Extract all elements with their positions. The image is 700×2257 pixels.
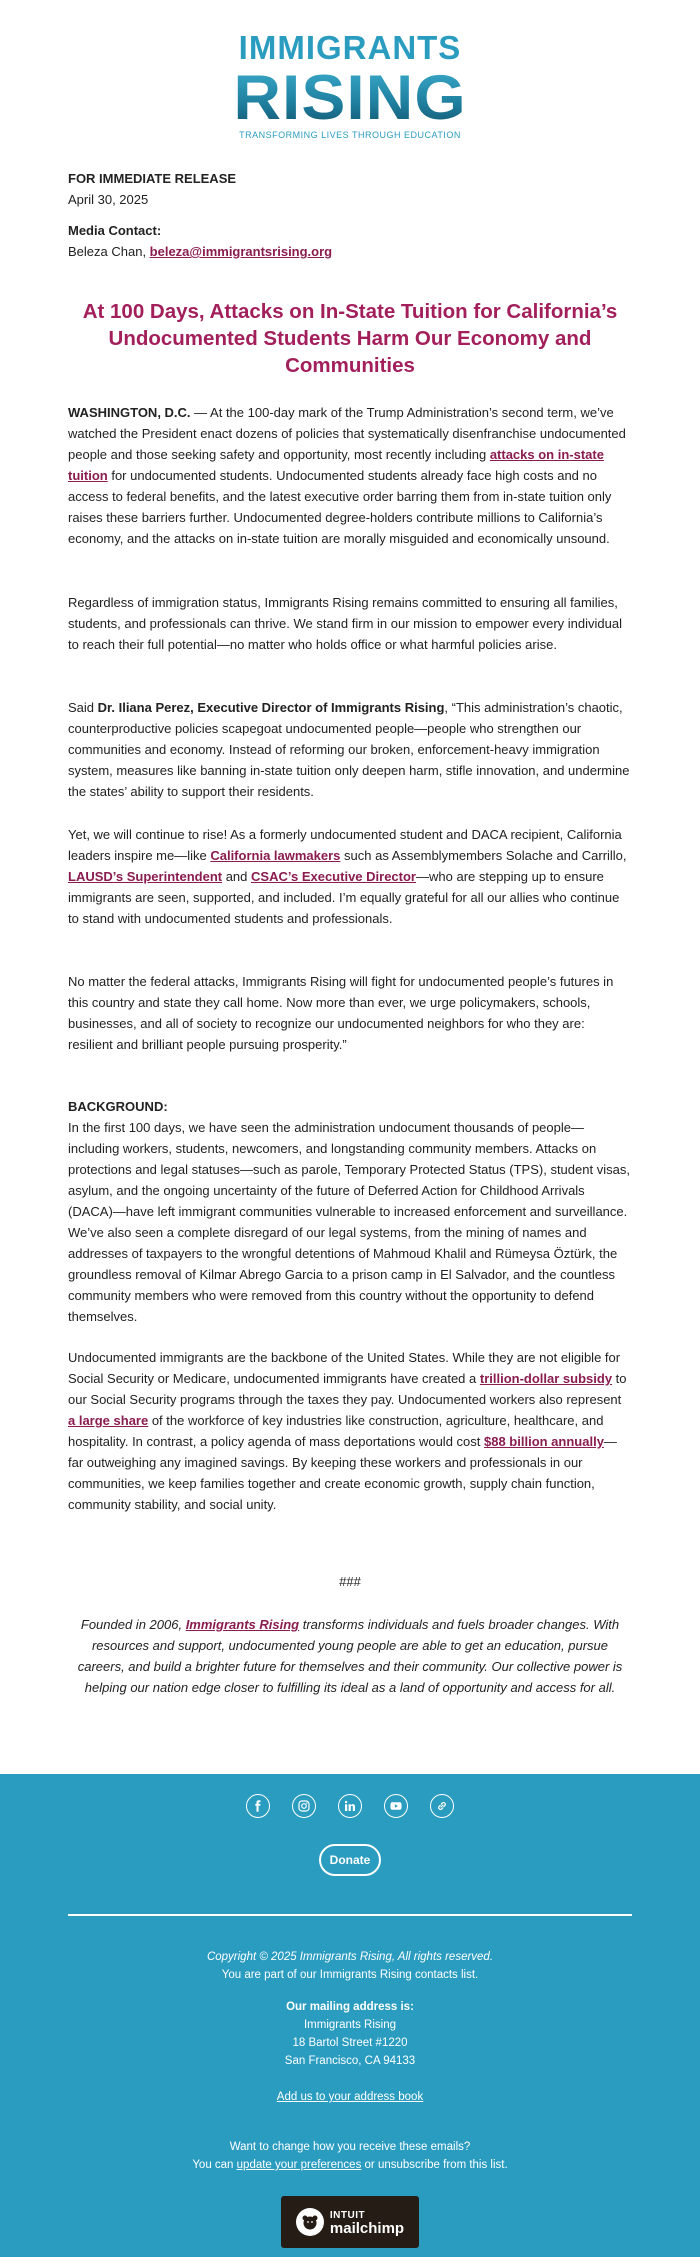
media-contact-email-link[interactable]: beleza@immigrantsrising.org (149, 244, 333, 259)
paragraph-text: — At the 100-day mark of the Trump Administration’s second term, we’ve watched the President enact dozens of policies that systematically disenfranchise undocumented people and those seeking safety and opportunity, most recently including (68, 405, 626, 462)
donate-button[interactable]: Donate (319, 1844, 381, 1876)
paragraph-commitment (68, 592, 632, 655)
paragraph-quote (68, 697, 632, 802)
youtube-icon[interactable] (384, 1794, 408, 1818)
logo-tagline: TRANSFORMING LIVES THROUGH EDUCATION (239, 130, 461, 140)
paragraph-text: of the workforce of key industries like construction, agriculture, healthcare, and hospitality. In contrast, a policy agenda of mass deportations would cost (68, 1413, 604, 1449)
unsubscribe-text: or unsubscribe from this list. (361, 2159, 508, 2171)
add-to-address-book (0, 2088, 700, 2106)
intuit-label: INTUIT (329, 2210, 366, 2221)
preferences-text: You can (192, 2159, 237, 2171)
logo-line1: IMMIGRANTS (238, 29, 462, 66)
linkedin-icon[interactable] (338, 1794, 362, 1818)
update-preferences-link[interactable]: update your preferences (236, 2159, 362, 2171)
paragraph-text: for undocumented students. Undocumented students already face high costs and no access to federal benefits, and the latest executive order barring them from in-state tuition only raises these barriers further. Undocumented degree-holders contribute millions to California’s economy, and the attacks on in-state tuition are morally misguided and economically unsound. (68, 468, 612, 546)
paragraph-text: Undocumented immigrants are the backbone of the United States. While they are not eligible for Social Security or Medicare, undocumented immigrants have created a (68, 1350, 621, 1386)
media-contact-name: Beleza Chan, (68, 244, 150, 259)
paragraph-text: Regardless of immigration status, Immigrants Rising remains committed to ensuring all families, students, and professionals can thrive. We stand firm in our mission to empower every individual to reach their full potential—no matter who holds office or what harmful policies arise. (68, 595, 622, 652)
paragraph-text: transforms individuals and fuels broader changes. With resources and support, undocumented young people are able to get an education, pursue careers, and build a brighter future for themselves and their community. Our collective power is helping our nation edge closer to fulfilling its ideal as a land of opportunity and access for all. (77, 1617, 623, 1695)
media-contact-label: Media Contact: (68, 223, 162, 238)
mailchimp-logo-icon (296, 2208, 324, 2236)
in-state-tuition-link[interactable]: attacks on in-state tuition (68, 447, 604, 483)
release-label: FOR IMMEDIATE RELEASE (68, 171, 237, 186)
address-org: Immigrants Rising (303, 2019, 397, 2031)
paragraph-text: —far outweighing any imagined savings. By keeping these workers and professionals in our communities, we keep families together and create economic growth, supply chain function, community stability, and social unity. (68, 1434, 617, 1512)
release-info (68, 168, 632, 210)
immigrants-rising-logo[interactable] (0, 30, 700, 140)
lausd-superintendent-link[interactable]: LAUSD’s Superintendent (68, 869, 223, 884)
boilerplate (68, 1614, 632, 1698)
release-date: April 30, 2025 (68, 192, 149, 207)
paragraph-text: such as Assemblymembers Solache and Carrillo, (340, 848, 627, 863)
paragraph-text: Said (68, 700, 98, 715)
immigrants-rising-link[interactable]: Immigrants Rising (185, 1617, 300, 1632)
mailchimp-label: mailchimp (329, 2220, 405, 2237)
instagram-icon[interactable] (292, 1794, 316, 1818)
facebook-icon[interactable] (246, 1794, 270, 1818)
logo-line2: RISING (0, 68, 700, 127)
background-section (68, 1096, 632, 1327)
headline: At 100 Days, Attacks on In-State Tuition for California’s Undocumented Students Harm Our Economy and Communities (82, 300, 618, 377)
link-icon[interactable] (430, 1794, 454, 1818)
end-marker: ### (339, 1574, 361, 1589)
social-links (0, 1794, 700, 1824)
paragraph-text: —who are stepping up to ensure immigrants are seen, supported, and included. I’m equally grateful for all our allies who continue to stand with undocumented students and professionals. (68, 869, 620, 926)
paragraph-economy (68, 1347, 632, 1515)
dateline: WASHINGTON, D.C. (68, 405, 191, 420)
paragraph-text: Founded in 2006, (80, 1617, 186, 1632)
background-label: BACKGROUND: (68, 1099, 168, 1114)
paragraph-text: and (222, 869, 252, 884)
paragraph-text: No matter the federal attacks, Immigrants Rising will fight for undocumented people’s futures in this country and state they call home. Now more than ever, we urge policymakers, schools, businesses, and all of society to recognize our undocumented neighbors for who they are: resilient and brilliant people pursuing prosperity.” (68, 974, 614, 1052)
mailchimp-badge[interactable] (281, 2196, 419, 2248)
csac-executive-director-link[interactable]: CSAC’s Executive Director (251, 869, 416, 884)
paragraph-text: to our Social Security programs through the taxes they pay. Undocumented workers also represent (68, 1371, 627, 1407)
mailing-address (0, 1998, 700, 2070)
speaker-name: Dr. Iliana Perez, Executive Director of Immigrants Rising (97, 700, 445, 715)
footer-divider (68, 1914, 632, 1916)
media-contact (68, 220, 632, 262)
paragraph-text: , “This administration’s chaotic, counterproductive policies scapegoat undocumented people—people who strengthen our communities and economy. Instead of reforming our broken, enforcement-heavy immigration system, measures like banning in-state tuition only deepen harm, stifle innovation, and undermine the states’ ability to support their residents. (68, 700, 630, 799)
trillion-dollar-subsidy-link[interactable]: trillion-dollar subsidy (479, 1371, 613, 1386)
add-to-address-book-link[interactable]: Add us to your address book (276, 2091, 424, 2103)
address-street: 18 Bartol Street #1220 (292, 2037, 408, 2049)
change-emails-text: Want to change how you receive these emails? (229, 2141, 471, 2153)
mailchimp-text (330, 2209, 404, 2235)
copyright-text: Copyright © 2025 Immigrants Rising, All rights reserved. (206, 1951, 494, 1963)
paragraph-intro (68, 402, 632, 549)
mailing-address-label: Our mailing address is: (286, 2001, 414, 2013)
88-billion-link[interactable]: $88 billion annually (484, 1434, 604, 1449)
contacts-text: You are part of our Immigrants Rising contacts list. (221, 1969, 479, 1981)
footer (0, 1774, 700, 2257)
paragraph-rise (68, 824, 632, 929)
copyright-block (0, 1948, 700, 1984)
california-lawmakers-link[interactable]: California lawmakers (210, 848, 341, 863)
paragraph-text: In the first 100 days, we have seen the administration undocument thousands of people—including workers, students, newcomers, and longstanding community members. Attacks on protections and legal statuses—such as parole, Temporary Protected Status (TPS), student visas, asylum, and the ongoing uncertainty of the future of Deferred Action for Childhood Arrivals (DACA)—have left immigrant communities vulnerable to increased enforcement and surveillance. We’ve also seen a complete disregard of our legal systems, from the mining of names and addresses of taxpayers to the wrongful detentions of Mahmoud Khalil and Rümeysa Öztürk, the groundless removal of Kilmar Abrego Garcia to a prison camp in El Salvador, and the countless community members who were removed from this country without the opportunity to defend themselves. (68, 1120, 630, 1324)
address-city: San Francisco, CA 94133 (284, 2055, 416, 2067)
preferences-block (0, 2138, 700, 2174)
large-share-link[interactable]: a large share (68, 1413, 149, 1428)
paragraph-fight (68, 971, 632, 1055)
paragraph-text: Yet, we will continue to rise! As a formerly undocumented student and DACA recipient, California leaders inspire me—like (68, 827, 622, 863)
